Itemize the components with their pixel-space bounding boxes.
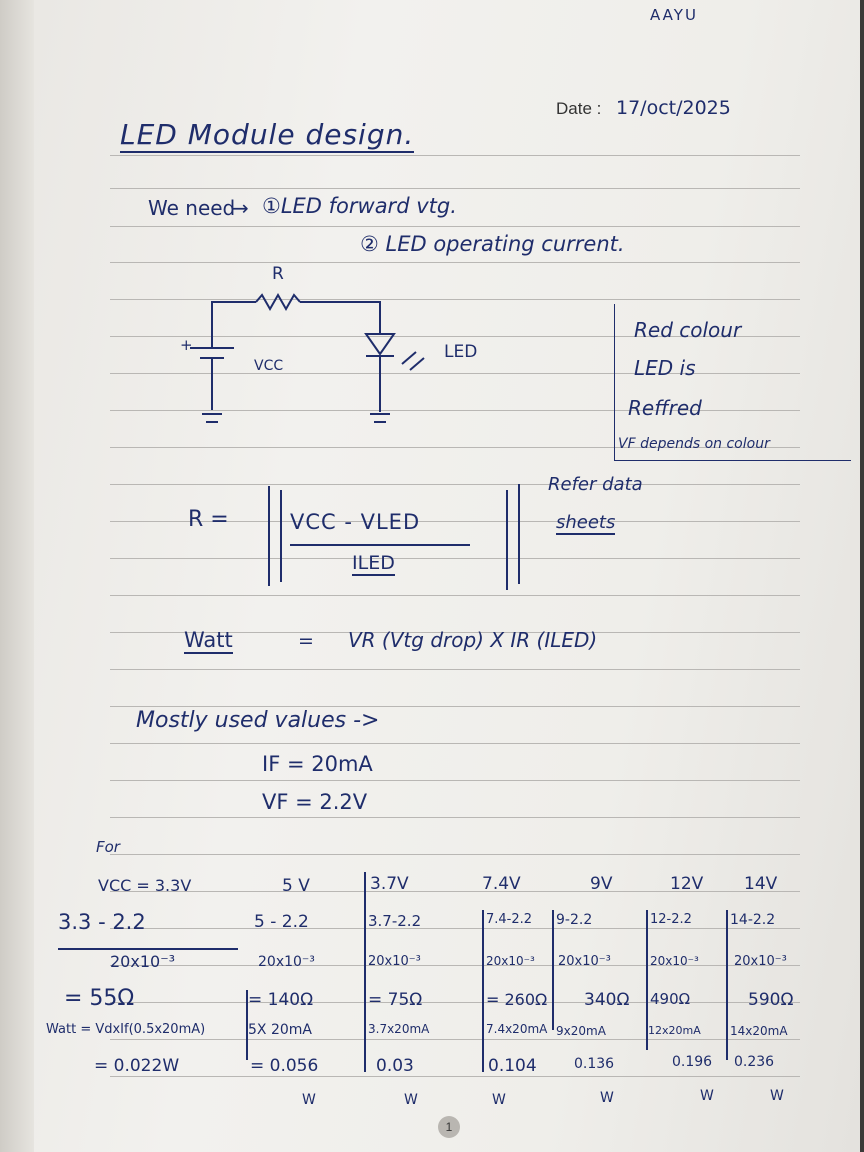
col-power-calc: 9x20mA	[556, 1024, 606, 1038]
col-resistance: 490Ω	[650, 990, 691, 1008]
led-symbol	[366, 334, 394, 354]
resistor-label: R	[272, 264, 284, 284]
col-diff: 9-2.2	[556, 912, 593, 928]
plus-sign: +	[180, 336, 193, 354]
need-item-1: ①LED forward vtg.	[262, 194, 457, 218]
col-resistance: 340Ω	[584, 990, 630, 1010]
col-resistance: = 140Ω	[248, 990, 314, 1010]
column-divider	[364, 872, 366, 1072]
col-current: 20x10⁻³	[650, 954, 699, 968]
col-diff: 7.4-2.2	[486, 912, 533, 927]
refer-note-line-2: sheets	[556, 512, 616, 533]
ruled-line	[110, 595, 800, 596]
if-value: IF = 20mA	[262, 752, 373, 776]
circuit-wire	[300, 302, 380, 334]
col-watt: 0.136	[574, 1056, 615, 1072]
col-vcc: 12V	[670, 874, 704, 894]
formula-bracket	[268, 486, 270, 586]
col-watt: 0.196	[672, 1054, 713, 1070]
col-watt: 0.236	[734, 1054, 775, 1070]
col-current: 20x10⁻³	[734, 954, 787, 969]
ruled-line	[110, 817, 800, 818]
col-current: 20x10⁻³	[558, 954, 611, 969]
formula-bracket	[518, 484, 520, 584]
note-line-4: VF depends on colour	[618, 436, 770, 452]
arrow-glyph: →	[232, 196, 249, 220]
col-unit: W	[600, 1090, 614, 1106]
col-vcc: 14V	[744, 874, 778, 894]
page-number: 1	[438, 1116, 460, 1138]
col-diff: 14-2.2	[730, 912, 776, 928]
first-col-watt: = 0.022W	[94, 1056, 180, 1076]
col-unit: W	[302, 1092, 316, 1108]
first-col-diff: 3.3 - 2.2	[58, 910, 146, 934]
watt-rhs: VR (Vtg drop) X IR (ILED)	[348, 628, 598, 652]
light-arrow	[410, 358, 424, 370]
ruled-line	[110, 484, 800, 485]
col-current: 20x10⁻³	[258, 954, 315, 970]
col-watt: 0.03	[376, 1056, 414, 1076]
ruled-line	[110, 1002, 800, 1003]
ruled-line	[110, 188, 800, 189]
column-divider	[552, 910, 554, 1030]
fraction-bar	[58, 948, 238, 950]
watt-label: Watt	[184, 628, 233, 652]
page-title: LED Module design.	[120, 118, 415, 151]
mostly-used-heading: Mostly used values ->	[136, 708, 380, 733]
vf-value: VF = 2.2V	[262, 790, 368, 814]
ruled-line	[110, 1039, 800, 1040]
note-line-2: LED is	[634, 356, 696, 380]
for-label: For	[96, 838, 120, 856]
led-label: LED	[444, 342, 478, 362]
resistor-symbol	[256, 295, 300, 309]
owner-name: AAYU	[650, 6, 698, 24]
circuit-wire	[212, 302, 256, 332]
col-current: 20x10⁻³	[368, 954, 421, 969]
col-unit: W	[700, 1088, 714, 1104]
needs-intro: We need	[148, 196, 236, 220]
date-value: 17/oct/2025	[616, 97, 731, 119]
col-watt: 0.104	[488, 1056, 537, 1076]
formula-numerator: VCC - VLED	[290, 510, 421, 534]
fraction-bar	[290, 544, 470, 546]
col-vcc: 9V	[590, 874, 613, 894]
col-vcc: 5 V	[282, 876, 310, 896]
first-col-watt-formula: Watt = VdxIf(0.5x20mA)	[46, 1022, 206, 1037]
formula-bracket	[506, 490, 508, 590]
col-watt: = 0.056	[250, 1056, 319, 1076]
light-arrow	[402, 352, 416, 364]
col-power-calc: 5X 20mA	[248, 1022, 312, 1038]
col-power-calc: 12x20mA	[648, 1024, 701, 1037]
note-line-1: Red colour	[634, 318, 742, 342]
first-col-current: 20x10⁻³	[110, 952, 176, 971]
col-diff: 12-2.2	[650, 912, 692, 927]
ruled-line	[110, 226, 800, 227]
supply-label: VCC	[254, 358, 284, 374]
col-current: 20x10⁻³	[486, 954, 535, 968]
column-divider	[482, 910, 484, 1072]
col-resistance: = 260Ω	[486, 990, 548, 1009]
ruled-line	[110, 854, 800, 855]
formula-bracket	[280, 490, 282, 582]
ruled-line	[110, 743, 800, 744]
col-unit: W	[404, 1092, 418, 1108]
col-diff: 3.7-2.2	[368, 912, 422, 930]
refer-note-line-1: Refer data	[548, 474, 643, 495]
col-vcc: 7.4V	[482, 874, 521, 894]
formula-lhs: R =	[188, 507, 229, 532]
column-divider	[726, 910, 728, 1060]
first-col-vcc: VCC = 3.3V	[98, 876, 192, 895]
watt-equals: =	[298, 630, 314, 652]
ruled-line	[110, 155, 800, 156]
ruled-line	[110, 669, 800, 670]
col-unit: W	[770, 1088, 784, 1104]
col-diff: 5 - 2.2	[254, 912, 309, 932]
first-col-resistance: = 55Ω	[64, 986, 135, 1011]
ruled-line	[110, 780, 800, 781]
ruled-line	[110, 1076, 800, 1077]
notebook-binding	[0, 0, 34, 1152]
col-vcc: 3.7V	[370, 874, 409, 894]
note-line-3: Reffred	[628, 396, 702, 420]
ruled-line	[110, 928, 800, 929]
col-unit: W	[492, 1092, 506, 1108]
col-power-calc: 7.4x20mA	[486, 1022, 548, 1036]
col-power-calc: 3.7x20mA	[368, 1022, 430, 1036]
col-resistance: 590Ω	[748, 990, 794, 1010]
col-power-calc: 14x20mA	[730, 1024, 788, 1038]
date-label: Date :	[556, 99, 602, 118]
ruled-line	[110, 558, 800, 559]
formula-denominator: ILED	[352, 552, 395, 574]
ruled-line	[110, 706, 800, 707]
led-circuit-diagram	[170, 262, 460, 442]
need-item-2: ② LED operating current.	[360, 232, 625, 256]
col-resistance: = 75Ω	[368, 990, 423, 1010]
